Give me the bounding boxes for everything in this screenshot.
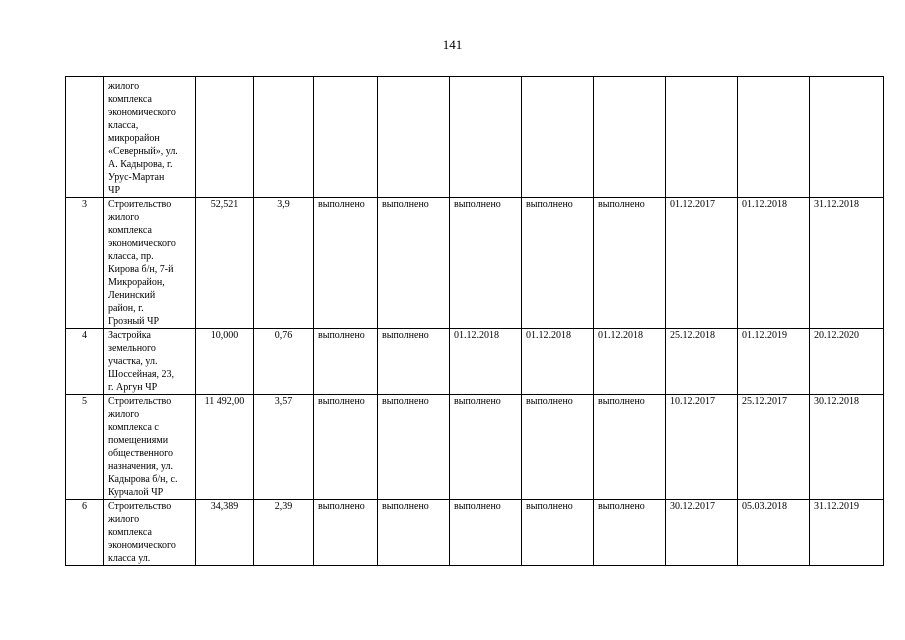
status-cell: 01.12.2018 [522,329,594,395]
page-number: 141 [442,37,463,52]
value-cell: 2,39 [254,500,314,566]
row-number: 3 [66,198,104,329]
status-cell: выполнено [378,329,450,395]
status-cell: 01.12.2018 [594,329,666,395]
date-cell: 25.12.2017 [738,395,810,500]
status-cell: выполнено [522,395,594,500]
status-cell: выполнено [594,395,666,500]
value-cell [196,77,254,198]
date-cell: 30.12.2018 [810,395,884,500]
table-row [66,395,884,500]
status-cell: выполнено [314,500,378,566]
status-cell: выполнено [450,500,522,566]
value-cell: 10,000 [196,329,254,395]
status-cell: выполнено [378,395,450,500]
date-cell [810,77,884,198]
status-cell [378,77,450,198]
status-cell: выполнено [594,500,666,566]
status-cell: 01.12.2018 [450,329,522,395]
table-row [66,77,884,198]
status-cell: выполнено [450,395,522,500]
object-name: Строительство жилого комплекса с помещениями общественного назначения, ул. Кадырова б/н, с. Курчалой ЧР [104,395,196,500]
status-cell: выполнено [522,500,594,566]
value-cell: 52,521 [196,198,254,329]
value-cell: 0,76 [254,329,314,395]
date-cell: 30.12.2017 [666,500,738,566]
value-cell: 11 492,00 [196,395,254,500]
status-cell: выполнено [450,198,522,329]
status-cell [314,77,378,198]
status-cell: выполнено [378,198,450,329]
value-cell: 3,9 [254,198,314,329]
date-cell: 01.12.2019 [738,329,810,395]
table-row [66,198,884,329]
status-cell: выполнено [314,198,378,329]
table-row [66,500,884,566]
status-cell [594,77,666,198]
status-cell: выполнено [378,500,450,566]
date-cell: 31.12.2018 [810,198,884,329]
date-cell: 01.12.2017 [666,198,738,329]
row-number: 6 [66,500,104,566]
table-row [66,329,884,395]
date-cell: 25.12.2018 [666,329,738,395]
row-number: 4 [66,329,104,395]
object-name: Застройка земельного участка, ул. Шоссейная, 23, г. Аргун ЧР [104,329,196,395]
object-name: Строительство жилого комплекса экономического класса, пр. Кирова б/н, 7-й Микрорайон, Ленинский район, г. Грозный ЧР [104,198,196,329]
date-cell: 31.12.2019 [810,500,884,566]
value-cell: 3,57 [254,395,314,500]
row-number [66,77,104,198]
value-cell: 34,389 [196,500,254,566]
date-cell: 10.12.2017 [666,395,738,500]
date-cell: 20.12.2020 [810,329,884,395]
data-table [65,76,884,566]
row-number: 5 [66,395,104,500]
status-cell [522,77,594,198]
date-cell: 05.03.2018 [738,500,810,566]
status-cell: выполнено [314,329,378,395]
object-name: жилого комплекса экономического класса, микрорайон «Северный», ул. А. Кадырова, г. Урус-Мартан ЧР [104,77,196,198]
status-cell: выполнено [594,198,666,329]
status-cell: выполнено [314,395,378,500]
status-cell [450,77,522,198]
object-name: Строительство жилого комплекса экономического класса ул. [104,500,196,566]
date-cell: 01.12.2018 [738,198,810,329]
value-cell [254,77,314,198]
date-cell [738,77,810,198]
status-cell: выполнено [522,198,594,329]
date-cell [666,77,738,198]
